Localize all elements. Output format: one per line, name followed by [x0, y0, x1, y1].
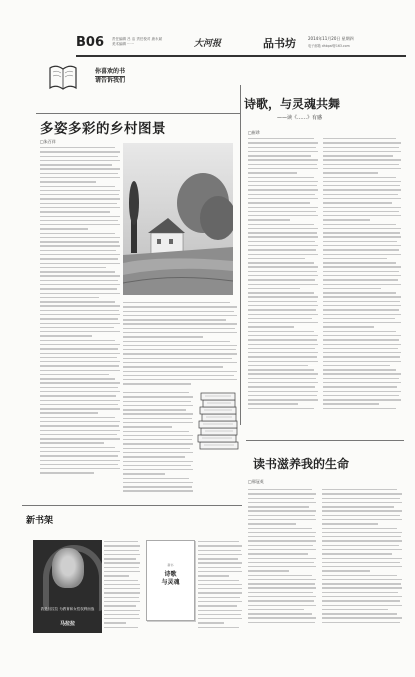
section-title: 品书坊	[263, 37, 296, 50]
book2-cover-sub: 新书	[167, 563, 174, 567]
banner-line-1: 你喜欢的书	[95, 68, 126, 75]
divider	[22, 505, 242, 506]
article-1-byline: □朱百祥	[40, 139, 56, 144]
article-2-title: 诗歌，与灵魂共舞	[244, 97, 341, 111]
landscape-painting	[123, 143, 233, 295]
book1-cover-title: 我是马拉拉 为教育和女性权利而战	[40, 607, 95, 611]
newspaper-logo: 大河报	[194, 39, 222, 49]
page-header	[76, 35, 406, 57]
editor-line-1: 责任编辑 吕 洁 责任校对 唐永斌	[112, 37, 162, 41]
article-3-title: 读书滋养我的生命	[253, 457, 350, 471]
issue-date: 2014年11月20日 星期四	[308, 36, 354, 41]
article-1-text-col-2-lines	[123, 302, 237, 392]
book2-cover-title: 诗歌 与灵魂	[161, 571, 180, 586]
article-2-text-col-1-lines	[248, 138, 318, 438]
reader-banner	[95, 68, 125, 85]
book-stack-illustration	[196, 390, 240, 452]
open-book-icon	[48, 60, 78, 92]
article-3-byline: □邢冠英	[248, 479, 264, 484]
divider	[36, 113, 240, 114]
banner-line-2: 请告诉我们	[95, 77, 126, 84]
divider	[246, 440, 404, 441]
book1-cover-name: 马拉拉	[59, 621, 75, 627]
article-1-text-col-1-lines	[40, 147, 120, 501]
article-2-subtitle: ——读《……》有感	[277, 115, 323, 121]
new-books-heading: 新书架	[26, 516, 54, 526]
column-divider	[240, 85, 241, 425]
article-1-text-col-3-lines	[123, 392, 193, 502]
book2-blurb-lines	[198, 541, 242, 633]
article-2-text-col-2-lines	[323, 138, 401, 438]
book-cover-poetry	[146, 540, 195, 621]
book-cover-malala	[33, 540, 102, 633]
book1-blurb-lines	[104, 541, 140, 633]
editor-line-2: 美术编辑 ······	[112, 41, 134, 46]
page-number: B06	[76, 35, 104, 50]
article-3-text-col-2-lines	[322, 489, 402, 639]
contact-email: 电子邮箱 dhbpsf@163.com	[308, 44, 350, 48]
article-3-text-col-1-lines	[248, 489, 316, 639]
article-2-byline: □崔珍	[248, 130, 260, 135]
editor-credits	[112, 37, 177, 46]
article-1-title: 多姿多彩的乡村图景	[40, 121, 166, 137]
